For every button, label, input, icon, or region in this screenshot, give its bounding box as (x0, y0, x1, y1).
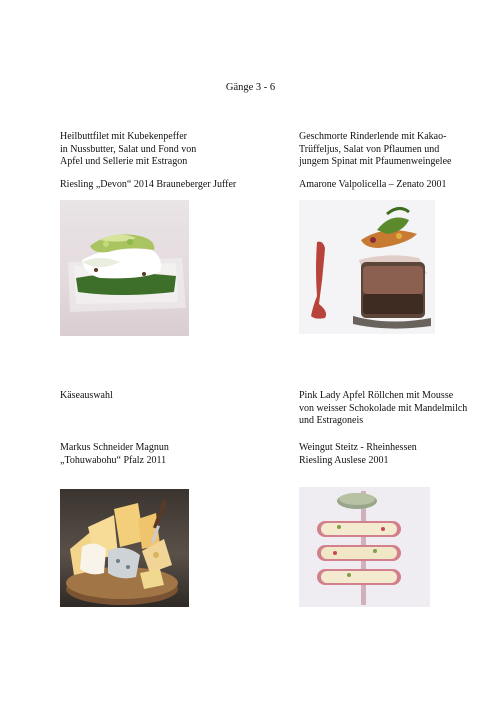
halibut-dish-photo (60, 200, 189, 336)
course-4-wine (299, 442, 417, 467)
course-2-wine (299, 179, 447, 192)
wine-line: Weingut Steitz - Rheinhessen (299, 442, 417, 453)
dish-line: und Estragoneis (299, 415, 364, 426)
dish-line: jungem Spinat mit Pfaumenweingelee (299, 156, 452, 167)
cheese-board-photo (60, 489, 189, 607)
dish-line: Trüffeljus, Salat von Pflaumen und (299, 143, 440, 155)
dish-line: Käseauswahl (60, 390, 113, 401)
course-3-dish (60, 390, 113, 403)
beef-dish-photo (299, 200, 435, 334)
wine-line: „Tohuwabohu“ Pfalz 2011 (60, 454, 167, 466)
dish-line: von weisser Schokolade mit Mandelmilch (299, 402, 468, 414)
wine-line: Riesling „Devon“ 2014 Brauneberger Juffer (60, 179, 237, 190)
apple-dessert-photo (299, 487, 430, 607)
dish-line: in Nussbutter, Salat und Fond von (60, 143, 197, 155)
dish-line: Heilbuttfilet mit Kubekenpeffer (60, 131, 187, 142)
wine-line: Riesling Auslese 2001 (299, 454, 389, 466)
wine-line: Markus Schneider Magnun (60, 442, 169, 453)
course-2-dish (299, 131, 451, 169)
dish-line: Geschmorte Rinderlende mit Kakao- (299, 131, 447, 142)
page-title: Gänge 3 - 6 (225, 82, 276, 93)
course-1-dish (60, 131, 196, 169)
dish-line: Pink Lady Apfel Röllchen mit Mousse (299, 390, 454, 401)
dish-line: Apfel und Sellerie mit Estragon (60, 156, 188, 167)
course-1-wine (60, 179, 236, 192)
wine-line: Amarone Valpolicella – Zenato 2001 (299, 179, 447, 190)
course-4-dish (299, 390, 467, 428)
course-3-wine (60, 442, 169, 467)
